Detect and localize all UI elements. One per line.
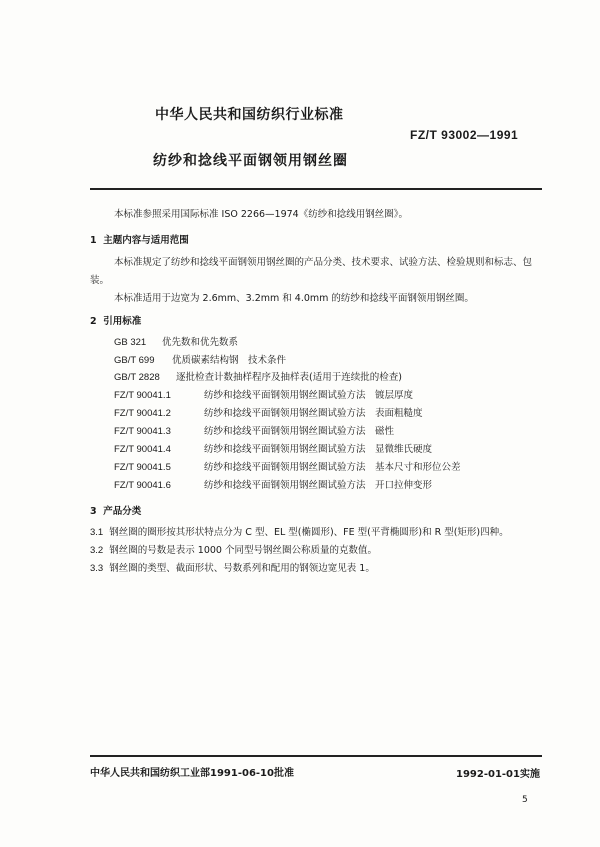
reference-code: FZ/T 90041.2 [114,408,171,419]
reference-code: FZ/T 90041.5 [114,462,171,473]
reference-item [114,387,413,401]
clause-number: 3.2 [90,545,104,556]
clause-3-1 [90,526,509,539]
standard-code: FZ/T 93002—1991 [410,128,519,142]
reference-code: FZ/T 90041.4 [114,444,171,455]
clause-3-3 [90,562,375,575]
reference-title: 纺纱和捻线平面钢领用钢丝圈试验方法 基本尺寸和形位公差 [204,462,461,473]
reference-item [114,334,238,348]
reference-item [114,352,286,366]
org-title: 中华人民共和国纺织行业标准 [155,107,344,123]
reference-item [114,459,461,473]
section-1-para-1: 本标准规定了纺纱和捻线平面钢领用钢丝圈的产品分类、技术要求、试验方法、检验规则和标志、包 [114,257,533,268]
reference-title: 纺纱和捻线平面钢领用钢丝圈试验方法 开口拉伸变形 [204,480,433,491]
approval-line: 中华人民共和国纺织工业部1991-06-10批准 [90,768,294,779]
document-title: 纺纱和捻线平面钢领用钢丝圈 [153,153,348,169]
effective-date: 1992-01-01实施 [456,769,540,780]
header-rule [90,188,542,190]
clause-3-2 [90,544,377,557]
reference-item [114,405,423,419]
reference-item [114,477,432,491]
reference-title: 纺纱和捻线平面钢领用钢丝圈试验方法 表面粗糙度 [204,408,423,419]
reference-title: 优先数和优先数系 [162,337,239,348]
section-3-number: 3 [90,506,97,517]
clause-text: 钢丝圈的类型、截面形状、号数系列和配用的钢领边宽见表 1。 [109,563,375,574]
reference-item [114,369,402,383]
section-1-title: 主题内容与适用范围 [103,235,189,246]
reference-title: 优质碳素结构钢 技术条件 [172,355,287,366]
reference-code: GB/T 2828 [114,372,160,383]
intro-paragraph: 本标准参照采用国际标准 ISO 2266—1974《纺纱和捻线用钢丝圈》。 [114,209,408,220]
section-3-heading [90,503,141,517]
section-1-number: 1 [90,235,97,246]
section-2-title: 引用标准 [103,316,142,327]
section-1-para-1-cont: 装。 [90,275,110,286]
reference-code: GB/T 699 [114,355,155,366]
section-2-number: 2 [90,316,97,327]
reference-title: 纺纱和捻线平面钢领用钢丝圈试验方法 磁性 [204,426,395,437]
clause-number: 3.1 [90,527,104,538]
footer-rule [90,755,542,757]
reference-code: GB 321 [114,337,147,348]
reference-code: FZ/T 90041.3 [114,426,171,437]
section-1-para-2: 本标准适用于边宽为 2.6mm、3.2mm 和 4.0mm 的纺纱和捻线平面钢领用钢丝圈。 [114,293,474,304]
clause-text: 钢丝圈的号数是表示 1000 个同型号钢丝圈公称质量的克数值。 [109,545,377,556]
reference-title: 纺纱和捻线平面钢领用钢丝圈试验方法 显微维氏硬度 [204,444,433,455]
reference-title: 纺纱和捻线平面钢领用钢丝圈试验方法 镀层厚度 [204,390,414,401]
section-3-title: 产品分类 [103,506,142,517]
clause-text: 钢丝圈的圈形按其形状特点分为 C 型、EL 型(椭圆形)、FE 型(平背椭圆形)和 R 型(矩形)四种。 [109,527,509,538]
section-1-heading [90,232,189,246]
page-number: 5 [522,795,528,805]
reference-title: 逐批检查计数抽样程序及抽样表(适用于连续批的检查) [176,372,402,383]
reference-code: FZ/T 90041.1 [114,390,171,401]
reference-item [114,441,432,455]
section-2-heading [90,313,141,327]
reference-item [114,423,394,437]
clause-number: 3.3 [90,563,104,574]
reference-code: FZ/T 90041.6 [114,480,171,491]
